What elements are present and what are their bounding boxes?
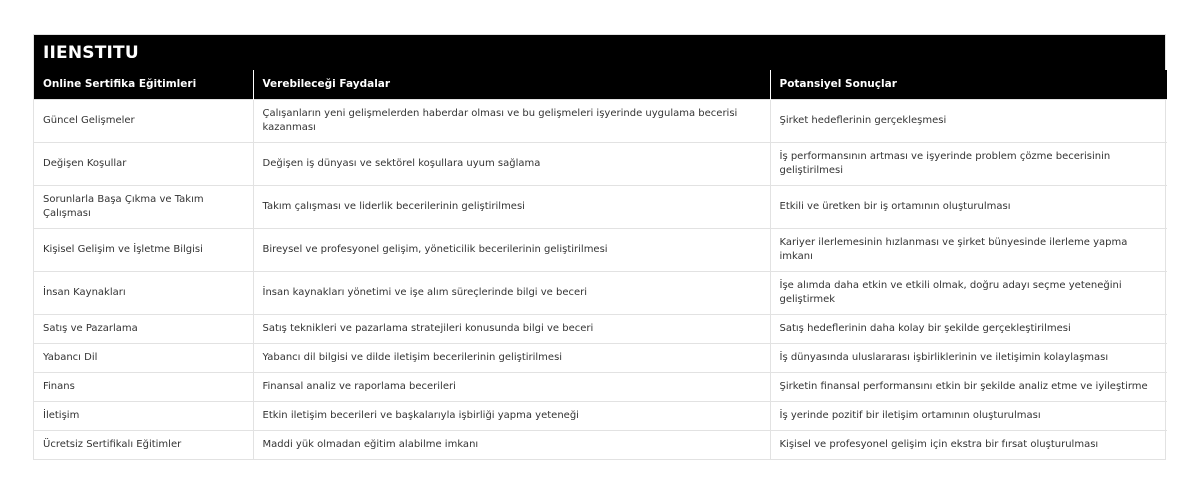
table-cell: Satış ve Pazarlama xyxy=(34,314,253,343)
table-cell: İş dünyasında uluslararası işbirliklerinin ve iletişimin kolaylaşması xyxy=(770,343,1167,372)
table-cell: Değişen Koşullar xyxy=(34,142,253,185)
table-row xyxy=(34,372,1167,401)
table-cell: Satış teknikleri ve pazarlama stratejileri konusunda bilgi ve beceri xyxy=(253,314,770,343)
table-cell: Etkili ve üretken bir iş ortamının oluşturulması xyxy=(770,185,1167,228)
table-cell: Takım çalışması ve liderlik becerilerinin geliştirilmesi xyxy=(253,185,770,228)
column-header: Verebileceği Faydalar xyxy=(253,70,770,99)
table-cell: Maddi yük olmadan eğitim alabilme imkanı xyxy=(253,430,770,459)
data-table xyxy=(34,70,1167,459)
table-cell: Kariyer ilerlemesinin hızlanması ve şirket bünyesinde ilerleme yapma imkanı xyxy=(770,228,1167,271)
table-cell: İnsan Kaynakları xyxy=(34,271,253,314)
table-cell: Yabancı Dil xyxy=(34,343,253,372)
brand-title: IIENSTITU xyxy=(34,35,1165,70)
table-row xyxy=(34,228,1167,271)
table-row xyxy=(34,401,1167,430)
table-cell: Etkin iletişim becerileri ve başkalarıyla işbirliği yapma yeteneği xyxy=(253,401,770,430)
table-row xyxy=(34,142,1167,185)
column-header: Potansiyel Sonuçlar xyxy=(770,70,1167,99)
table-row xyxy=(34,99,1167,142)
column-header: Online Sertifika Eğitimleri xyxy=(34,70,253,99)
table-cell: Güncel Gelişmeler xyxy=(34,99,253,142)
table-cell: Yabancı dil bilgisi ve dilde iletişim becerilerinin geliştirilmesi xyxy=(253,343,770,372)
table-header-row xyxy=(34,70,1167,99)
table-cell: Ücretsiz Sertifikalı Eğitimler xyxy=(34,430,253,459)
table-cell: Bireysel ve profesyonel gelişim, yöneticilik becerilerinin geliştirilmesi xyxy=(253,228,770,271)
table-cell: Şirket hedeflerinin gerçekleşmesi xyxy=(770,99,1167,142)
table-cell: Satış hedeflerinin daha kolay bir şekilde gerçekleştirilmesi xyxy=(770,314,1167,343)
table-cell: İş yerinde pozitif bir iletişim ortamının oluşturulması xyxy=(770,401,1167,430)
table-cell: Kişisel Gelişim ve İşletme Bilgisi xyxy=(34,228,253,271)
table-row xyxy=(34,314,1167,343)
table-cell: İş performansının artması ve işyerinde problem çözme becerisinin geliştirilmesi xyxy=(770,142,1167,185)
table-cell: İnsan kaynakları yönetimi ve işe alım süreçlerinde bilgi ve beceri xyxy=(253,271,770,314)
table-cell: İletişim xyxy=(34,401,253,430)
table-row xyxy=(34,430,1167,459)
table-cell: İşe alımda daha etkin ve etkili olmak, doğru adayı seçme yeteneğini geliştirmek xyxy=(770,271,1167,314)
data-table-container xyxy=(33,34,1166,460)
table-cell: Finansal analiz ve raporlama becerileri xyxy=(253,372,770,401)
table-row xyxy=(34,185,1167,228)
table-cell: Değişen iş dünyası ve sektörel koşullara uyum sağlama xyxy=(253,142,770,185)
table-cell: Sorunlarla Başa Çıkma ve Takım Çalışması xyxy=(34,185,253,228)
table-row xyxy=(34,343,1167,372)
table-cell: Şirketin finansal performansını etkin bir şekilde analiz etme ve iyileştirme xyxy=(770,372,1167,401)
table-row xyxy=(34,271,1167,314)
table-cell: Finans xyxy=(34,372,253,401)
table-cell: Kişisel ve profesyonel gelişim için ekstra bir fırsat oluşturulması xyxy=(770,430,1167,459)
table-cell: Çalışanların yeni gelişmelerden haberdar olması ve bu gelişmeleri işyerinde uygulama becerisi kazanması xyxy=(253,99,770,142)
